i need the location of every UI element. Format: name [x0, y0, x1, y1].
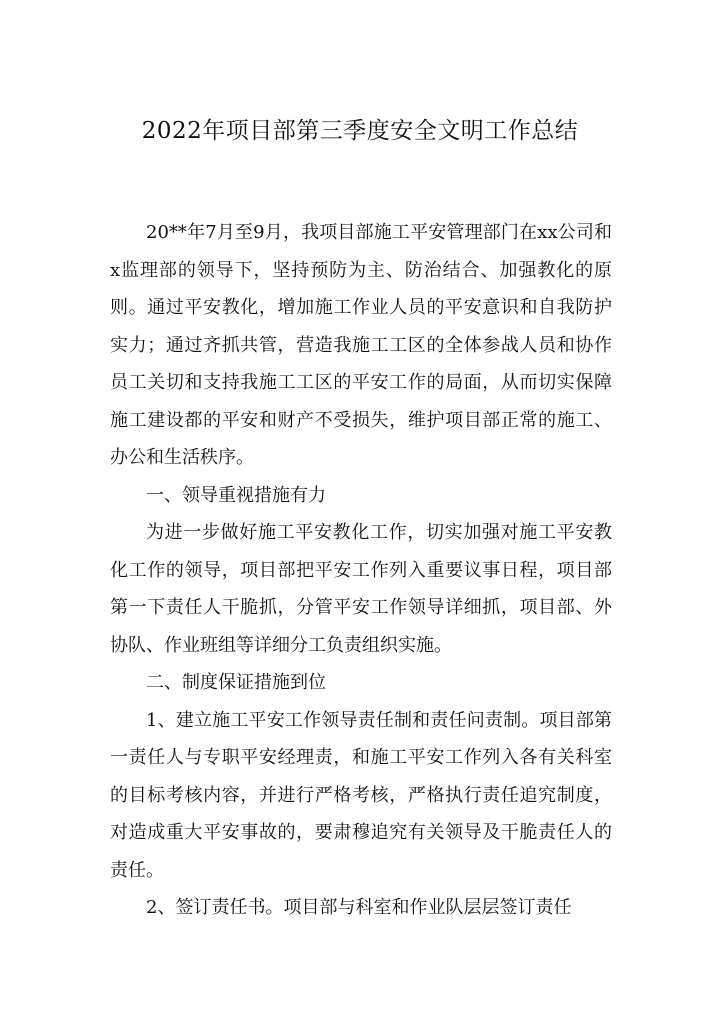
section-heading-2: 二、制度保证措施到位	[146, 672, 326, 693]
document-title: 2022年项目部第三季度安全文明工作总结	[141, 118, 579, 144]
section-1-paragraph: 为进一步做好施工平安教化工作，切实加强对施工平安教化工作的领导，项目部把平安工作列入重要议事日程，项目部第一下责任人干脆抓，分管平安工作领导详细抓，项目部、外协队、作业班组等详细分工负责组织实施。	[110, 522, 612, 656]
section-2-item-2: 2、签订责任书。项目部与科室和作业队层层签订责任	[146, 897, 572, 918]
intro-paragraph: 20**年7月至9月，我项目部施工平安管理部门在xx公司和x监理部的领导下，坚持预防为主、防治结合、加强教化的原则。通过平安教化，增加施工作业人员的平安意识和自我防护实力；通过齐抓共管，营造我施工工区的全体参战人员和协作员工关切和支持我施工工区的平安工作的局面，从而切实保障施工建设都的平安和财产不受损失，维护项目部正常的施工、办公和生活秩序。	[110, 222, 612, 468]
section-2-item-1: 1、建立施工平安工作领导责任制和责任问责制。项目部第一责任人与专职平安经理责，和施工平安工作列入各有关科室的目标考核内容，并进行严格考核，严格执行责任追究制度，对造成重大平安事故的，要肃穆追究有关领导及干脆责任人的责任。	[110, 709, 612, 881]
document-body	[110, 214, 612, 927]
section-heading-1: 一、领导重视措施有力	[146, 484, 326, 506]
